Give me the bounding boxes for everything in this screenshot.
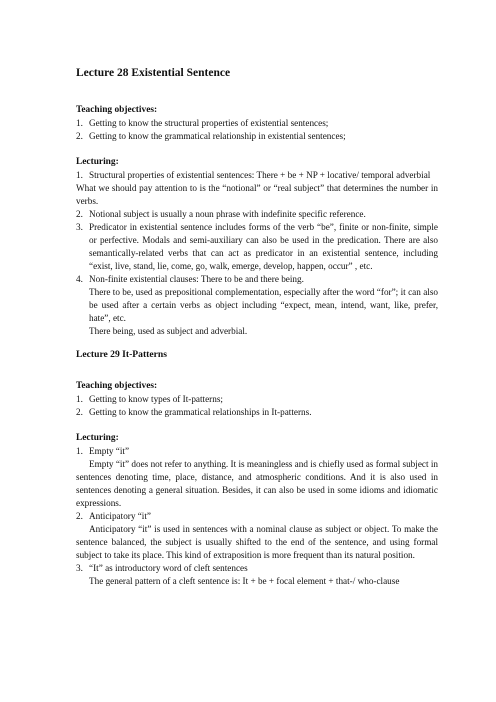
- list-number: 2.: [76, 209, 83, 219]
- list-number: 1.: [76, 170, 83, 180]
- list-item: [76, 208, 438, 221]
- lecture-29-objectives-list: [76, 393, 438, 419]
- list-number: 3.: [76, 222, 83, 232]
- list-subtitle: Empty “it”: [89, 446, 130, 456]
- list-number: 2.: [76, 407, 83, 417]
- list-body: [89, 562, 438, 588]
- list-text: Getting to know the grammatical relationships in It-patterns.: [89, 407, 312, 417]
- list-number: 1.: [76, 446, 83, 456]
- list-number: 1.: [76, 394, 83, 404]
- list-item: [76, 406, 438, 419]
- list-body: [89, 445, 438, 458]
- lecture-29-lecturing-list-b: [76, 510, 438, 523]
- list-number: 2.: [76, 511, 83, 521]
- list-text: Getting to know the structural properties of existential sentences;: [89, 118, 329, 128]
- list-item: [76, 445, 438, 458]
- list-text: Predicator in existential sentence includes forms of the verb “be”, finite or non-finite, simple or perfective. Modals and semi-auxiliary can also be used in the predication. There are also semantically-related verbs that can act as predicator in an existential sentence, including “exist, live, stand, lie, come, go, walk, emerge, develop, happen, occur” , etc.: [89, 222, 438, 271]
- list-text: Non-finite existential clauses: There to be and there being.: [89, 274, 304, 284]
- lecture-29-objectives-heading: Teaching objectives:: [76, 381, 158, 391]
- list-item: [76, 117, 438, 130]
- list-subtitle: Anticipatory “it”: [89, 511, 151, 521]
- list-text: Getting to know types of It-patterns;: [89, 394, 223, 404]
- list-body: [89, 273, 438, 338]
- lecture-29-title: Lecture 29 It-Patterns: [76, 349, 167, 360]
- list-body: [89, 510, 438, 523]
- list-number: 4.: [76, 274, 83, 284]
- list-item: [76, 221, 438, 273]
- lecture-28-title: Lecture 28 Existential Sentence: [76, 67, 231, 79]
- lecture-28-objectives-heading: Teaching objectives:: [76, 105, 158, 115]
- lecture-28-lecturing-heading: Lecturing:: [76, 157, 119, 167]
- list-item: [76, 273, 438, 338]
- list-item: [76, 510, 438, 523]
- lecture-29-lecturing-list: [76, 445, 438, 458]
- list-subparagraph: There being, used as subject and adverbial.: [89, 326, 248, 336]
- list-text: Notional subject is usually a noun phrase with indefinite specific reference.: [89, 209, 366, 219]
- list-text: Getting to know the grammatical relationship in existential sentences;: [89, 131, 346, 141]
- list-text: Structural properties of existential sentences: There + be + NP + locative/ temporal adverbial: [89, 170, 431, 180]
- lecture-28-lecturing-list-b: [76, 208, 438, 338]
- lecture-28-objectives-list: [76, 117, 438, 143]
- lecture-29-lecturing-list-c: [76, 562, 438, 588]
- list-subtitle: “It” as introductory word of cleft sentences: [89, 563, 248, 573]
- lecture-29-anticipatory-it-paragraph: Anticipatory “it” is used in sentences with a nominal clause as subject or object. To make the sentence balanced, the subject is usually shifted to the end of the sentence, and using formal subject to take its place. This kind of extraposition is more frequent than its natural position.: [76, 524, 438, 560]
- list-item: [76, 393, 438, 406]
- lecture-29-lecturing-heading: Lecturing:: [76, 433, 119, 443]
- list-item: [76, 562, 438, 588]
- list-number: 2.: [76, 131, 83, 141]
- list-subparagraph: The general pattern of a cleft sentence is: It + be + focal element + that-/ who-clause: [89, 576, 400, 586]
- list-item: [76, 169, 438, 182]
- lecture-29-empty-it-paragraph: Empty “it” does not refer to anything. It is meaningless and is chiefly used as formal subject in sentences denoting time, place, distance, and atmospheric conditions. And it is also used in sentences denoting a general situation. Besides, it can also be used in some idioms and idiomatic expressions.: [76, 459, 438, 508]
- list-item: [76, 130, 438, 143]
- list-subparagraph: There to be, used as prepositional complementation, especially after the word “for”; it can also be used after a certain verbs as object including “expect, mean, intend, want, like, prefer, hate”, etc.: [89, 287, 438, 323]
- list-number: 1.: [76, 118, 83, 128]
- lecture-28-note: What we should pay attention to is the “notional” or “real subject” that determines the number in verbs.: [76, 183, 438, 206]
- lecture-28-lecturing-list-a: [76, 169, 438, 182]
- list-number: 3.: [76, 563, 83, 573]
